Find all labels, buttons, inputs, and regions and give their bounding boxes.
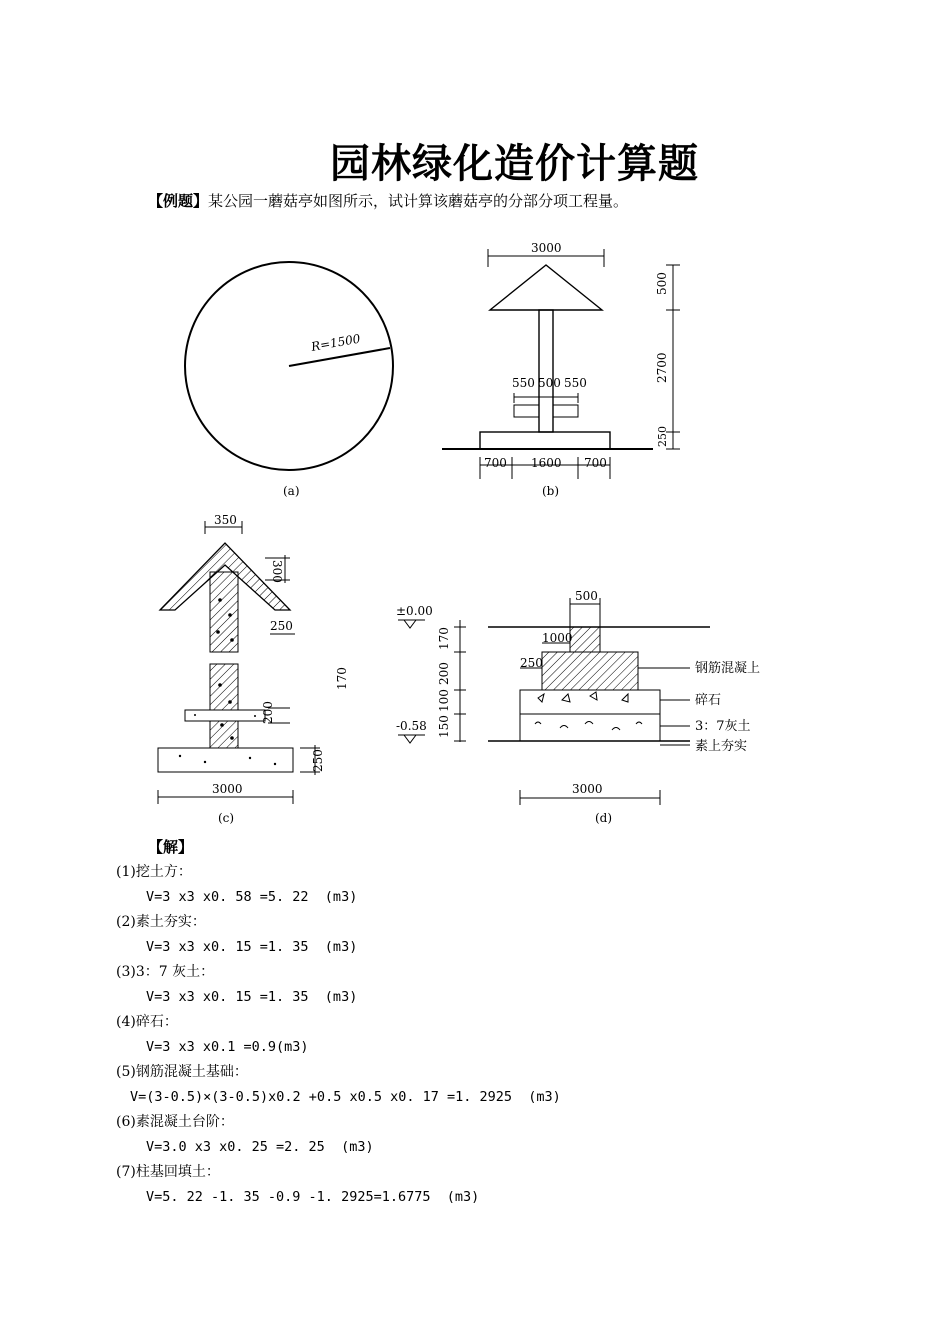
step-formula: V=3.0 x3 x0. 25 =2. 25 (m3): [146, 1139, 374, 1155]
seat-slab: [185, 710, 265, 721]
lower-column: [210, 664, 238, 748]
caption-a: (a): [283, 484, 300, 498]
figure-c-section: [150, 510, 360, 830]
step-formula: V=3 x3 x0. 15 =1. 35 (m3): [146, 939, 358, 955]
step-formula: V=3 x3 x0. 58 =5. 22 (m3): [146, 889, 358, 905]
dim-v-1: 170: [437, 627, 451, 650]
dim-v-2: 200: [437, 662, 451, 685]
dim-roof-width: 350: [214, 513, 237, 527]
step-title: (6)素混凝土台阶：: [116, 1114, 234, 1130]
step-title: (3)3：7 灰土：: [116, 964, 215, 980]
gravel-layer: [520, 690, 660, 714]
column-stub: [570, 627, 600, 652]
dim-seat-1: 550: [512, 376, 535, 390]
problem-statement: [148, 190, 648, 213]
solution-steps: [116, 860, 561, 1210]
dim-height-1: 500: [655, 272, 669, 295]
dim-v-3: 100: [437, 689, 451, 712]
dim-edge: 250: [270, 619, 293, 633]
dim-seat-2: 500: [538, 376, 561, 390]
dim-base-1: 700: [484, 456, 507, 470]
dim-base-3: 700: [584, 456, 607, 470]
dim-base-width: 3000: [572, 782, 603, 796]
column: [539, 310, 553, 432]
dim-height-2: 2700: [655, 352, 669, 383]
figure-a-plan: [180, 255, 410, 505]
dim-side: 170: [335, 667, 349, 690]
step-title: (4)碎石：: [116, 1014, 178, 1030]
dim-seat-3: 550: [564, 376, 587, 390]
layer-rc: 钢筋混凝上: [695, 661, 761, 676]
dim-seat: 200: [261, 701, 275, 724]
rc-footing: [542, 652, 638, 690]
lime-soil-layer: [520, 714, 660, 741]
radius-line: [289, 348, 390, 366]
radius-label: R=1500: [310, 331, 362, 354]
base-slab: [158, 748, 293, 772]
step-title: (7)柱基回填土：: [116, 1164, 220, 1180]
dim-top-250: 250: [520, 656, 543, 670]
page-title: 园林绿化造价计算题: [330, 140, 699, 187]
figure-d-foundation: [390, 590, 790, 830]
caption-d: (d): [595, 811, 613, 825]
caption-c: (c): [218, 811, 235, 825]
step-title: (1)挖土方：: [116, 864, 192, 880]
upper-column: [210, 572, 238, 652]
solution-heading: 【解】: [148, 838, 194, 856]
seat-right: [553, 405, 578, 417]
problem-text: 某公园一蘑菇亭如图所示，试计算该蘑菇亭的分部分项工程量。: [208, 192, 629, 210]
dim-base-2: 1600: [531, 456, 562, 470]
layer-lime-soil: 3：7灰土: [695, 719, 751, 734]
dim-base-width: 3000: [212, 782, 243, 796]
level-bottom: -0.58: [396, 719, 427, 733]
dim-top-500: 500: [575, 590, 598, 603]
base-step: [480, 432, 610, 449]
caption-b: (b): [542, 484, 560, 498]
layer-compacted: 素上夯实: [695, 739, 748, 754]
step-formula: V=3 x3 x0.1 =0.9(m3): [146, 1039, 309, 1055]
roof-triangle: [490, 265, 602, 310]
step-formula: V=3 x3 x0. 15 =1. 35 (m3): [146, 989, 358, 1005]
step-title: (5)钢筋混凝土基础：: [116, 1064, 248, 1080]
dim-top-width: 3000: [531, 241, 562, 255]
level-top: ±0.00: [396, 604, 433, 618]
step-formula: V=5. 22 -1. 35 -0.9 -1. 2925=1.6775 (m3): [146, 1189, 480, 1205]
dim-v-4: 150: [437, 715, 451, 738]
example-tag: 【例题】: [148, 192, 209, 210]
step-formula: V=(3-0.5)×(3-0.5)x0.2 +0.5 x0.5 x0. 17 =1. 2925 (m3): [130, 1089, 561, 1105]
seat-left: [514, 405, 539, 417]
step-title: (2)素土夯实：: [116, 914, 206, 930]
layer-gravel: 碎石: [695, 693, 722, 708]
dim-top-1000: 1000: [542, 631, 573, 645]
dim-base: 250: [311, 749, 325, 772]
figure-b-elevation: [438, 235, 688, 505]
dim-roof-thick: 300: [270, 560, 284, 583]
dim-height-3: 250: [656, 426, 669, 447]
